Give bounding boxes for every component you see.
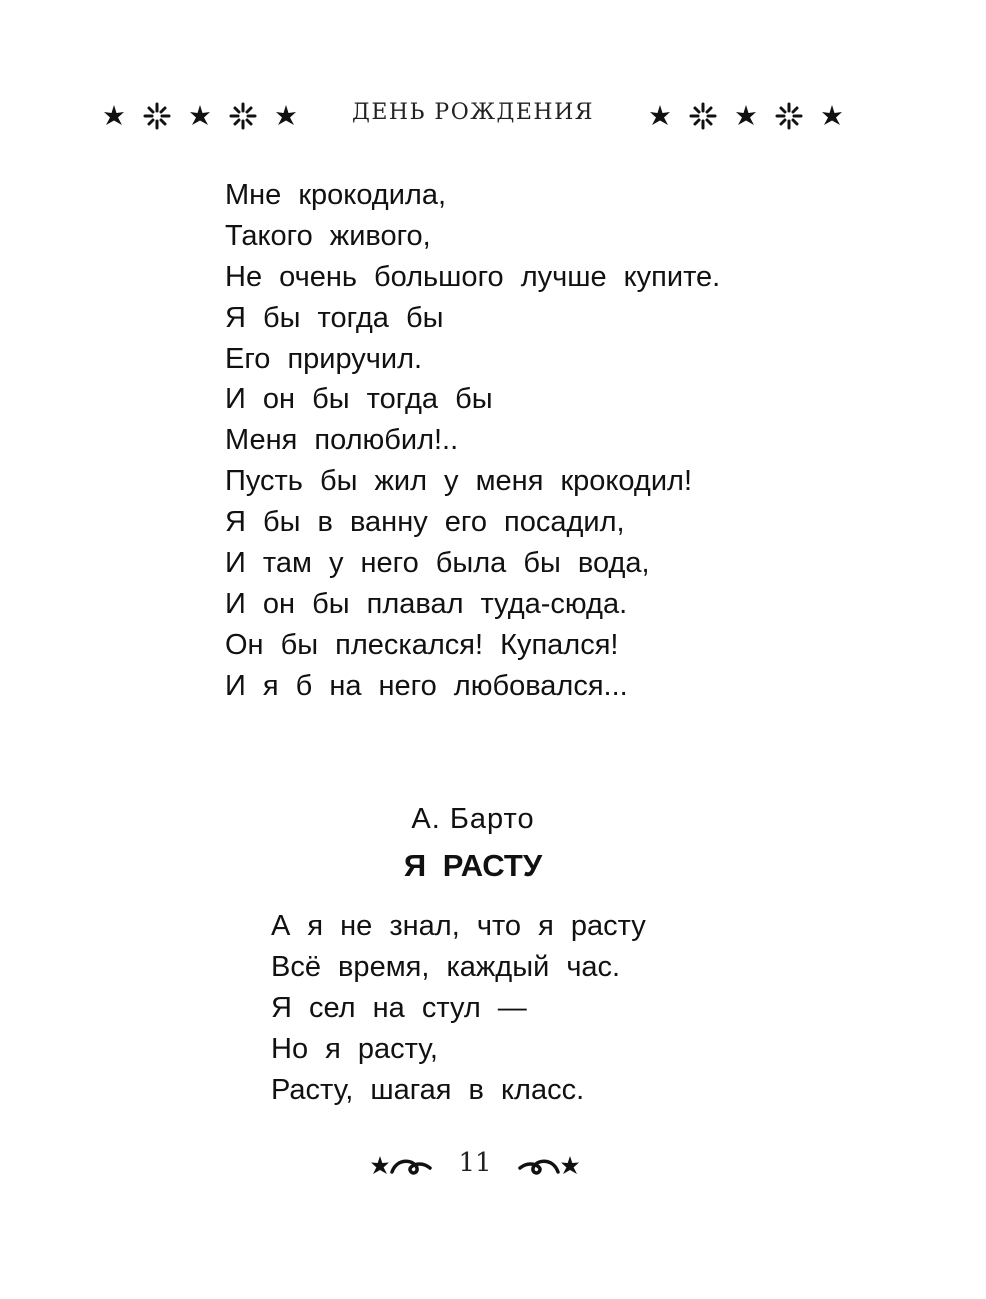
star-icon: [650, 105, 670, 125]
poem-crocodile: [225, 175, 720, 707]
star-icon: [190, 105, 210, 125]
poem-line: Но я расту,: [271, 1032, 438, 1065]
poem-line: Я бы в ванну его посадил,: [225, 506, 625, 539]
poem-line: И он бы тогда бы: [225, 383, 493, 416]
poem-line: Такого живого,: [225, 219, 431, 252]
star-icon: [561, 1156, 579, 1174]
poem-ya-rastu: [271, 906, 646, 1110]
header-ornament-left: [100, 100, 300, 132]
star-icon: [276, 105, 296, 125]
swirl-icon: [392, 1161, 430, 1173]
poem-line: А я не знал, что я расту: [271, 910, 646, 942]
poem-line: Его приручил.: [225, 342, 423, 375]
page-footer: [368, 1146, 582, 1186]
poem-line: Меня полюбил!..: [225, 424, 459, 457]
poem-line: Он бы плескался! Купался!: [225, 628, 619, 661]
header-ornament-right: [646, 100, 846, 132]
poem-line: И там у него была бы вода,: [225, 547, 650, 580]
footer-ornament-left: [368, 1146, 438, 1186]
sparkle-icon: [691, 104, 715, 128]
sparkle-icon: [777, 104, 801, 128]
running-title: ДЕНЬ РОЖДЕНИЯ: [351, 100, 595, 125]
poem-line: Расту, шагая в класс.: [271, 1073, 585, 1106]
star-icon: [104, 105, 124, 125]
footer-ornament-right: [512, 1146, 582, 1186]
page-header: [0, 96, 986, 136]
sparkle-icon: [231, 104, 255, 128]
poem-line: Всё время, каждый час.: [271, 950, 621, 983]
poem-line: Я бы тогда бы: [225, 301, 444, 334]
poem-line: Я сел на стул —: [271, 991, 527, 1024]
poem-line: И он бы плавал туда-сюда.: [225, 587, 628, 620]
poem-line: И я б на него любовался...: [225, 669, 628, 702]
star-icon: [736, 105, 756, 125]
poem-title: Я РАСТУ: [403, 848, 543, 883]
poem-author: А. Барто: [411, 803, 535, 835]
poem-line: Не очень большого лучше купите.: [225, 260, 721, 293]
poem-line: Пусть бы жил у меня крокодил!: [225, 465, 693, 498]
poem-line: Мне крокодила,: [225, 179, 447, 211]
star-icon: [371, 1156, 389, 1174]
page-number: 11: [458, 1148, 492, 1178]
swirl-icon: [520, 1161, 558, 1173]
sparkle-icon: [145, 104, 169, 128]
star-icon: [822, 105, 842, 125]
